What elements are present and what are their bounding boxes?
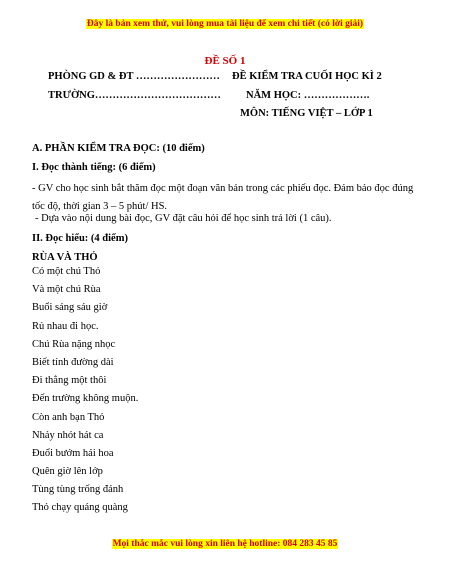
poem-line: Biết tính đường dài — [32, 356, 114, 368]
poem-line: Rủ nhau đi học. — [32, 320, 99, 332]
school-year-line: NĂM HỌC: ………………. — [246, 90, 370, 101]
exam-number-title: ĐỀ SỐ 1 — [204, 55, 246, 67]
school-line: TRƯỜNG……………………………… — [48, 90, 221, 101]
reading-aloud-instruction: - GV cho học sinh bắt thăm đọc một đoạn văn bản trong các phiếu đọc. Đảm bảo đọc đúng tốc độ, thời gian 3 – 5 phút/ HS. — [32, 183, 414, 212]
poem-line: Và một chú Rùa — [32, 284, 101, 296]
preview-notice-text: Đây là bản xem thử, vui lòng mua tài liệu để xem chi tiết (có lời giải) — [86, 19, 364, 29]
poem-line: Đến trường không muộn. — [32, 393, 139, 405]
poem-line: Buổi sáng sáu giờ — [32, 302, 108, 314]
education-department-line: PHÒNG GD & ĐT …………………… — [48, 71, 220, 82]
preview-notice-banner — [0, 19, 450, 29]
section-i-heading: I. Đọc thành tiếng: (6 điểm) — [32, 162, 156, 173]
poem-line: Đuổi bướm hái hoa — [32, 447, 114, 459]
hotline-banner — [0, 539, 450, 549]
question-instruction: - Dựa vào nội dung bài đọc, GV đặt câu hỏi để học sinh trả lời (1 câu). — [35, 213, 332, 224]
hotline-text: Mọi thắc mắc vui lòng xin liên hệ hotline: 084 283 45 85 — [112, 539, 338, 549]
poem-line: Nhảy nhót hát ca — [32, 429, 104, 441]
poem-line: Đi thẳng một thôi — [32, 375, 107, 387]
exam-name: ĐỀ KIỂM TRA CUỐI HỌC KÌ 2 — [232, 71, 382, 82]
subject-line: MÔN: TIẾNG VIỆT – LỚP 1 — [240, 108, 373, 119]
poem-line: Chú Rùa nặng nhọc — [32, 338, 116, 350]
poem-line: Còn anh bạn Thỏ — [32, 411, 105, 423]
poem-lines — [32, 263, 138, 518]
section-ii-heading: II. Đọc hiểu: (4 điểm) — [32, 233, 128, 244]
poem-line: Quên giờ lên lớp — [32, 466, 103, 478]
poem-line: Tùng tùng trống đánh — [32, 484, 124, 496]
poem-title: RÙA VÀ THỎ — [32, 252, 98, 263]
section-a-heading: A. PHẦN KIỂM TRA ĐỌC: (10 điểm) — [32, 143, 205, 154]
poem-line: Có một chú Thỏ — [32, 266, 101, 277]
poem-line: Thỏ chạy quáng quàng — [32, 502, 128, 514]
